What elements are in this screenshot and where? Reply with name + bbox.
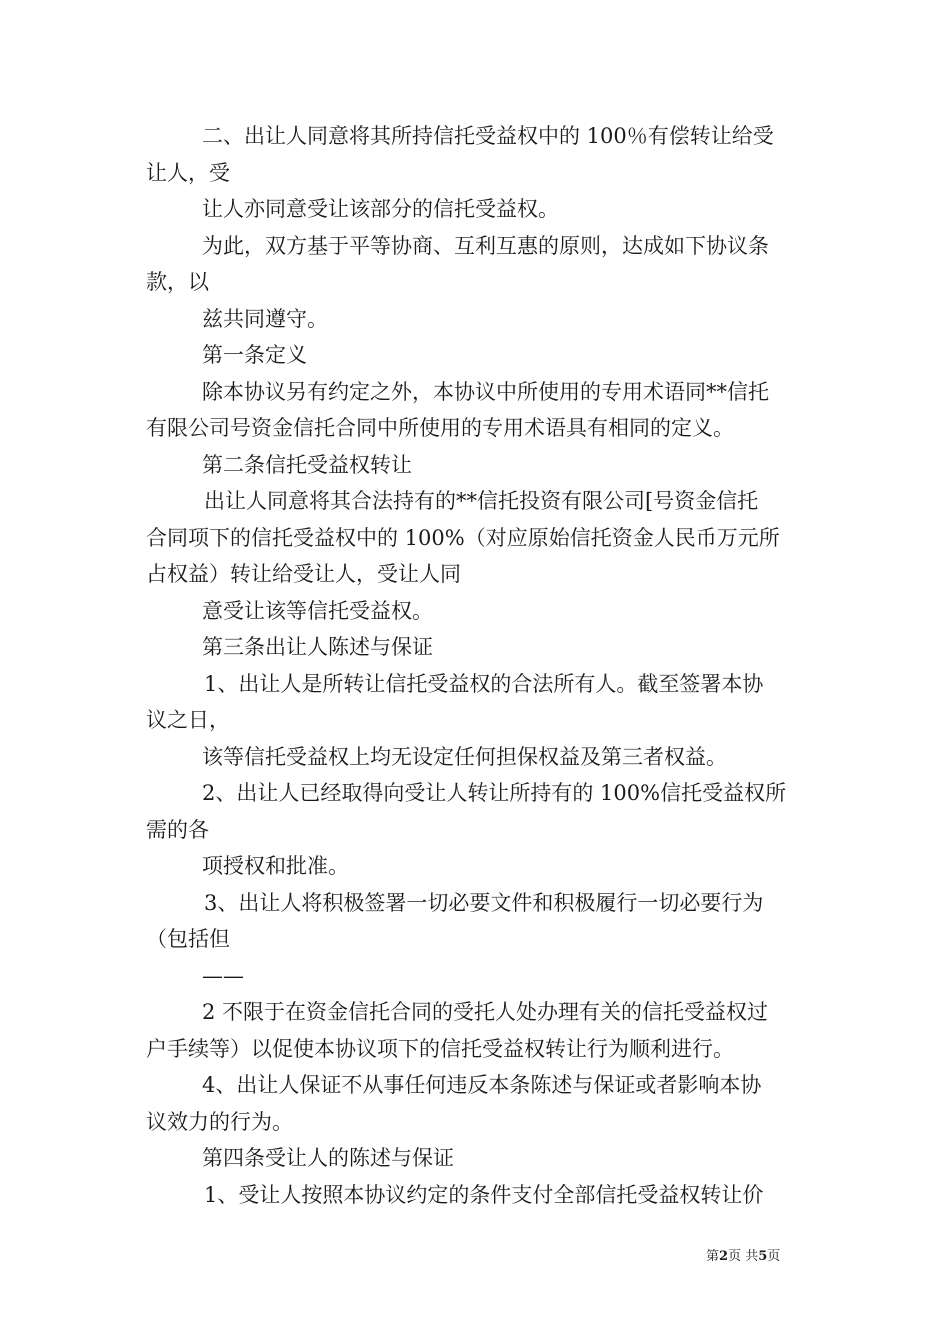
text-line: （包括但 xyxy=(146,927,230,951)
text-line: 二、出让人同意将其所持信托受益权中的 100％有偿转让给受 xyxy=(202,124,774,148)
text-line: 款，以 xyxy=(146,270,209,294)
text-line: 有限公司号资金信托合同中所使用的专用术语具有相同的定义。 xyxy=(146,416,734,440)
current-page-number: 2 xyxy=(719,1249,729,1264)
section-heading: 第一条定义 xyxy=(202,343,307,367)
text-line: 兹共同遵守。 xyxy=(202,306,328,331)
text-line: 除本协议另有约定之外，本协议中所使用的专用术语同**信托 xyxy=(202,379,769,404)
text-line: 该等信托受益权上均无设定任何担保权益及第三者权益。 xyxy=(202,744,727,769)
text-line: 需的各 xyxy=(146,817,209,842)
text-line: 1、出让人是所转让信托受益权的合法所有人。截至签署本协 xyxy=(204,671,764,696)
section-heading: 第二条信托受益权转让 xyxy=(202,452,412,477)
section-heading: 第三条出让人陈述与保证 xyxy=(202,635,433,659)
footer-suffix: 页 xyxy=(767,1249,781,1264)
footer-prefix: 第 xyxy=(706,1249,720,1264)
text-line: 为此，双方基于平等协商、互利互惠的原则，达成如下协议条 xyxy=(202,233,769,258)
text-line: 3、出让人将积极签署一切必要文件和积极履行一切必要行为 xyxy=(204,890,764,915)
text-line: 出让人同意将其合法持有的**信托投资有限公司[号资金信托 xyxy=(204,489,759,513)
text-line: 合同项下的信托受益权中的 100%（对应原始信托资金人民币万元所 xyxy=(146,525,780,550)
dash-line: —— xyxy=(202,963,244,988)
text-line: 意受让该等信托受益权。 xyxy=(202,598,433,623)
text-line: 让人，受 xyxy=(146,160,230,185)
text-line: 2 不限于在资金信托合同的受托人处办理有关的信托受益权过 xyxy=(202,1000,769,1024)
text-line: 4、出让人保证不从事任何违反本条陈述与保证或者影响本协 xyxy=(202,1073,762,1097)
text-line: 议效力的行为。 xyxy=(146,1109,293,1134)
total-page-count: 5 xyxy=(758,1249,768,1264)
text-line: 1、受让人按照本协议约定的条件支付全部信托受益权转让价 xyxy=(204,1182,764,1207)
text-line: 议之日， xyxy=(146,708,230,732)
text-line: 让人亦同意受让该部分的信托受益权。 xyxy=(202,197,559,221)
section-heading: 第四条受让人的陈述与保证 xyxy=(202,1146,454,1170)
text-line: 项授权和批准。 xyxy=(202,854,349,878)
document-body xyxy=(146,118,810,1213)
text-line: 占权益）转让给受让人，受让人同 xyxy=(146,562,461,586)
text-line: 2、出让人已经取得向受让人转让所持有的 100%信托受益权所 xyxy=(202,781,787,805)
page-footer xyxy=(706,1249,780,1265)
text-line: 户手续等）以促使本协议项下的信托受益权转让行为顺利进行。 xyxy=(146,1036,734,1061)
footer-middle: 页 共 xyxy=(728,1249,759,1264)
